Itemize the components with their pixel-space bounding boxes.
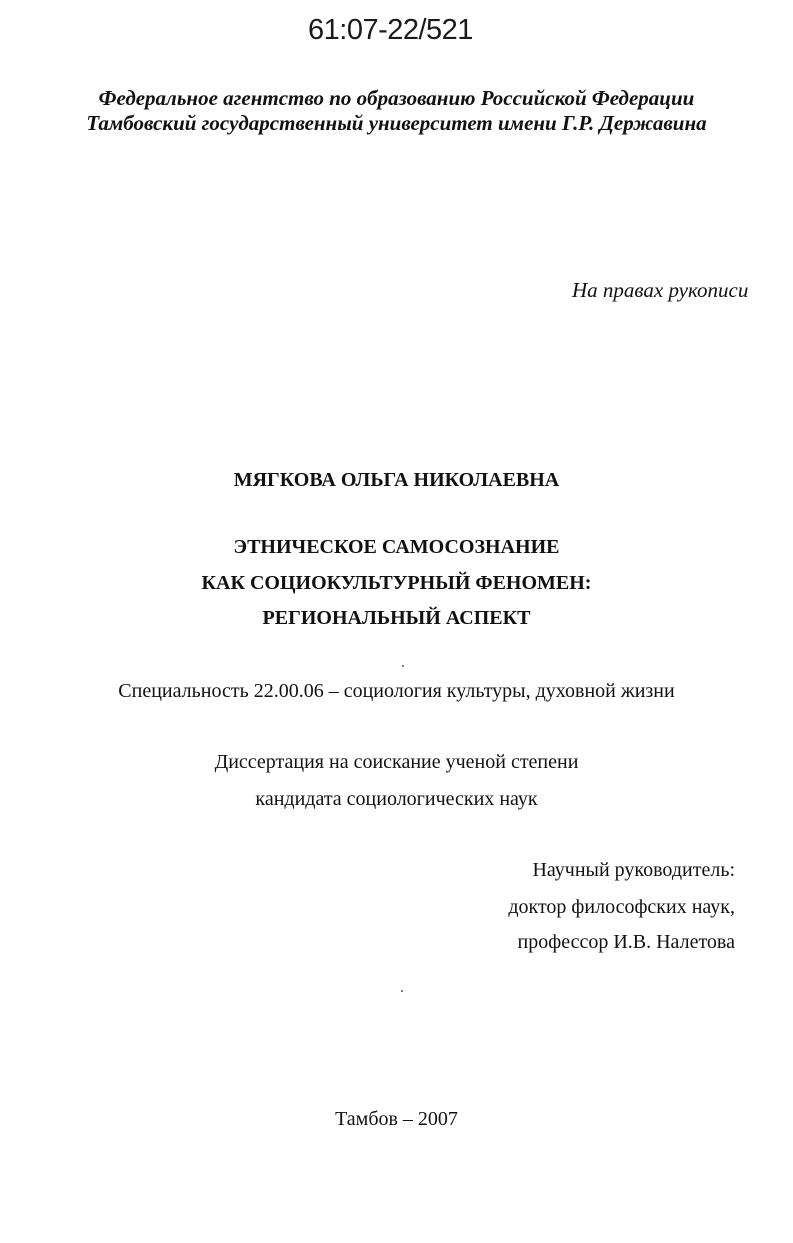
supervisor-label: Научный руководитель:: [532, 859, 735, 881]
catalog-number: 61:07-22/521: [308, 14, 473, 46]
title-line-1: ЭТНИЧЕСКОЕ САМОСОЗНАНИЕ: [233, 536, 560, 558]
degree-line-2: кандидата социологических наук: [255, 788, 538, 810]
supervisor-name: профессор И.В. Налетова: [517, 931, 735, 953]
organization-line-1: Федеральное агентство по образованию Российской Федерации: [98, 86, 695, 110]
scan-speck: [401, 990, 403, 992]
manuscript-note: На правах рукописи: [572, 278, 749, 302]
scan-speck: [402, 665, 404, 667]
author-name: МЯГКОВА ОЛЬГА НИКОЛАЕВНА: [233, 469, 560, 491]
organization-line-2: Тамбовский государственный университет имени Г.Р. Державина: [86, 111, 707, 135]
specialty-line: Специальность 22.00.06 – социология культуры, духовной жизни: [118, 680, 675, 702]
title-line-2: КАК СОЦИОКУЛЬТУРНЫЙ ФЕНОМЕН:: [201, 572, 592, 594]
title-line-3: РЕГИОНАЛЬНЫЙ АСПЕКТ: [262, 607, 531, 629]
degree-line-1: Диссертация на соискание ученой степени: [214, 751, 579, 773]
supervisor-degree: доктор философских наук,: [508, 896, 735, 918]
place-year: Тамбов – 2007: [335, 1108, 458, 1130]
